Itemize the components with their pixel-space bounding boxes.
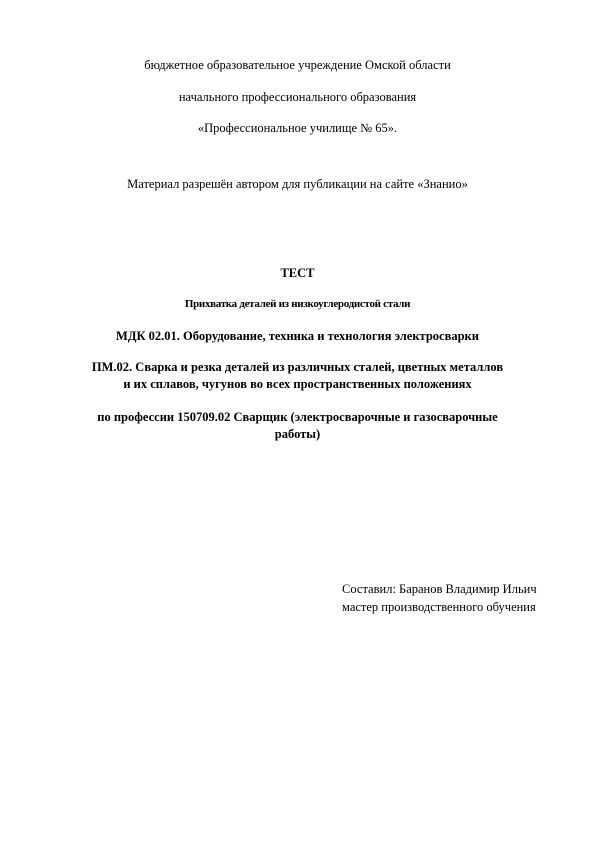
institution-line-3: «Профессиональное училище № 65». [197,121,398,135]
profession-line-1: по профессии 150709.02 Сварщик (электросварочные и газосварочные [97,410,498,424]
mdk-line: МДК 02.01. Оборудование, техника и технология электросварки [116,329,479,343]
permission-note: Материал разрешён автором для публикации на сайте «Знанио» [127,177,468,191]
pm-line-2: и их сплавов, чугунов во всех пространственных положениях [123,377,472,391]
pm-line-1: ПМ.02. Сварка и резка деталей из различных сталей, цветных металлов [91,360,504,374]
compiled-by: Составил: Баранов Владимир Ильич [342,582,537,596]
profession-line-2: работы) [274,427,321,441]
institution-line-1: бюджетное образовательное учреждение Омской области [144,58,451,72]
document-heading: ТЕСТ [280,266,315,280]
test-topic: Прихватка деталей из низкоуглеродистой стали [184,298,411,310]
institution-line-2: начального профессионального образования [178,90,417,104]
author-position: мастер производственного обучения [342,600,536,614]
